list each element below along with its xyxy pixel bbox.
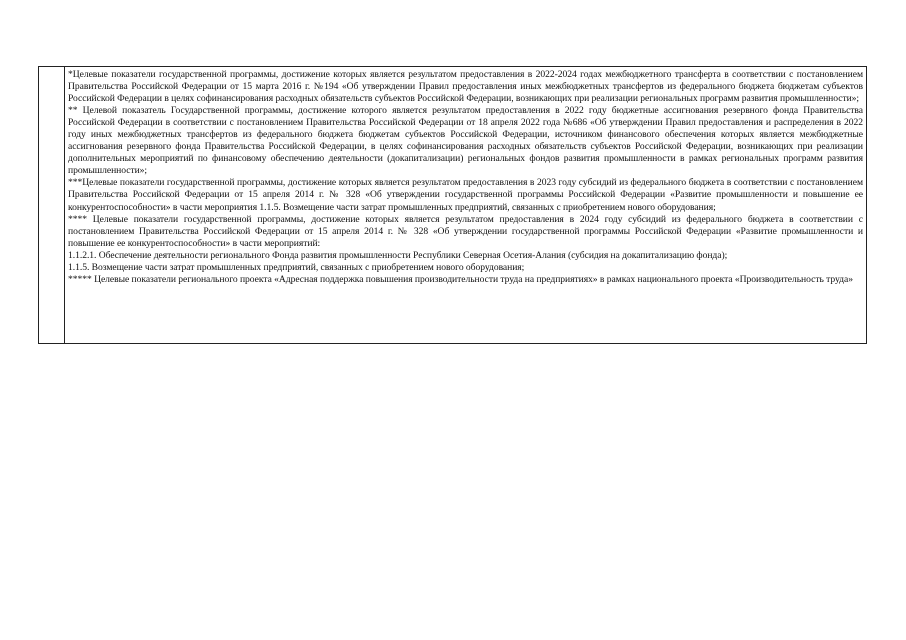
footnote-3: ***Целевые показатели государственной программы, достижение которых является результатом предоставления в 2023 году субсидий из федерального бюджета в соответствии с постановлением Правительства Российской Федерации от 15 апреля 2014 г. № 328 «Об утверждении государственной программы Российской Федерации «Развитие промышленности и повышение ее конкурентоспособности» в части мероприятия 1.1.5. Возмещение части затрат промышленных предприятий, связанных с приобретением нового оборудования;: [68, 177, 863, 213]
footnote-5: ***** Целевые показатели регионального проекта «Адресная поддержка повышения производительности труда на предприятиях» в рамках национального проекта «Производительность труда»: [68, 273, 853, 285]
footnote-4-item-1: 1.1.2.1. Обеспечение деятельности регионального Фонда развития промышленности Республики Северная Осетия-Алания (субсидия на докапитализацию фонда);: [68, 249, 728, 261]
footnote-4: **** Целевые показатели государственной программы, достижение которых является результатом предоставления в 2024 году субсидий из федерального бюджета в соответствии с постановлением Правительства Российской Федерации от 15 апреля 2014 г. № 328 «Об утверждении государственной программы Российской Федерации «Развитие промышленности и повышение ее конкурентоспособности» в части мероприятий:: [68, 213, 863, 249]
footnote-2: ** Целевой показатель Государственной программы, достижение которого является результатом предоставления в 2022 году бюджетные ассигнования резервного фонда Правительства Российской Федерации в соответствии с постановлением Правительства Российской Федерации от 18 апреля 2022 года №686 «Об утверждении Правил предоставления и распределения в 2022 году иных межбюджетных трансфертов из федерального бюджета бюджетам субъектов Российской Федерации, источником финансового обеспечения которых является межбюджетные ассигнования резервного фонда Правительства Российской Федерации, в целях софинансирования расходных обязательств субъектов Российской Федерации, возникающих при реализации дополнительных мероприятий по финансовому обеспечению деятельности (докапитализации) региональных фондов развития промышленности в рамках региональных программ развития промышленности»;: [68, 105, 863, 177]
empty-left-cell: [39, 67, 65, 343]
footnotes-cell: [65, 67, 866, 343]
footnote-1: *Целевые показатели государственной программы, достижение которых является результатом предоставления в 2022-2024 годах межбюджетного трансферта в соответствии с постановлением Правительства Российской Федерации от 15 марта 2016 г. №194 «Об утверждении Правил предоставления иных межбюджетных трансфертов из федерального бюджета бюджетам субъектов Российской Федерации в целях софинансирования расходных обязательств субъектов Российской Федерации, возникающих при реализации региональных программ развития промышленности»;: [68, 69, 863, 105]
footnotes-table: [38, 66, 867, 344]
footnote-4-item-2: 1.1.5. Возмещение части затрат промышленных предприятий, связанных с приобретением нового оборудования;: [68, 261, 525, 273]
